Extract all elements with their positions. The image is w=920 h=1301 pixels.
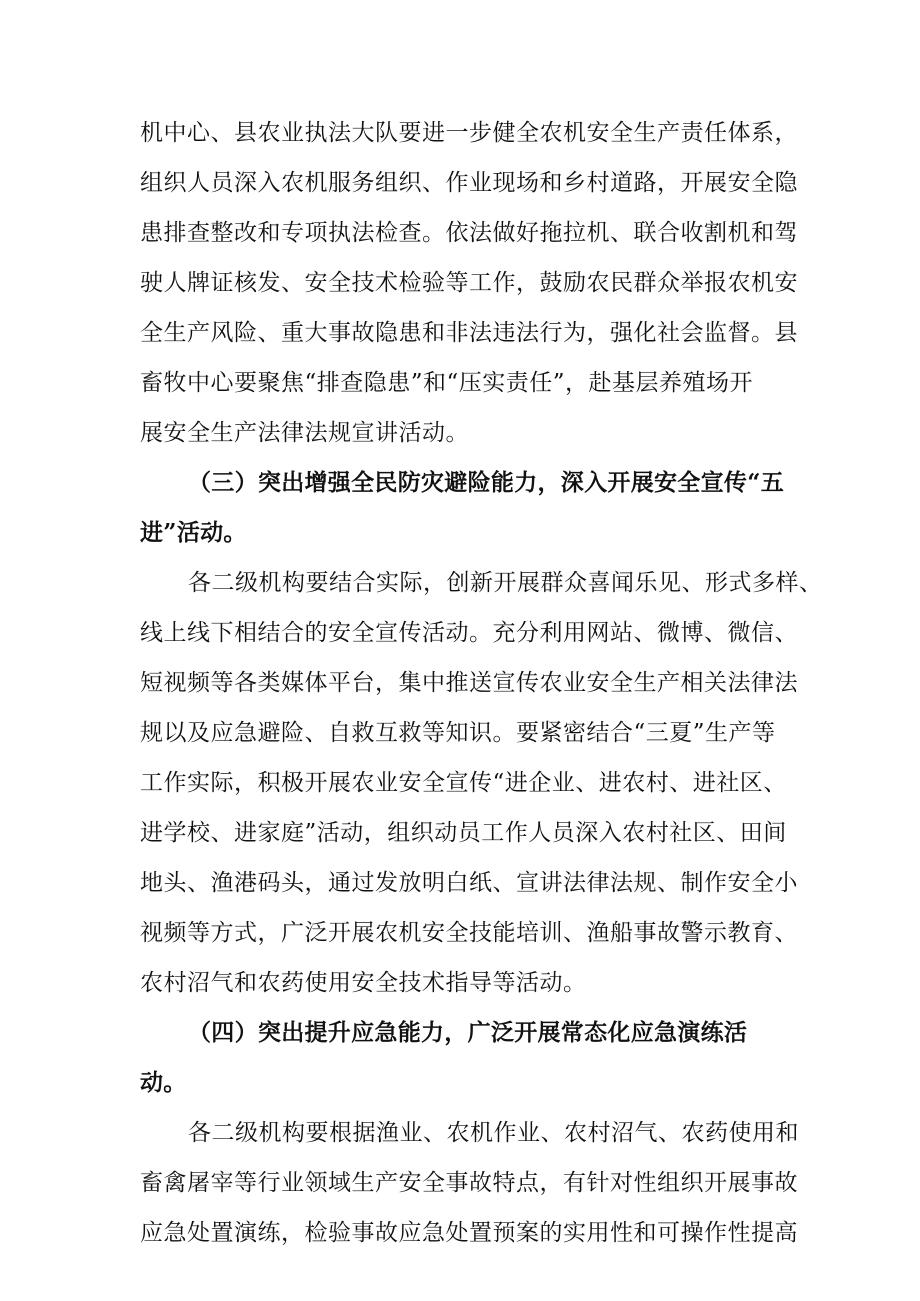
- body-text-line: 视频等方式，广泛开展农机安全技能培训、渔船事故警示教育、: [140, 920, 798, 946]
- body-text-line: 畜牧中心要聚焦“排查隐患”和“压实责任”，赴基层养殖场开: [140, 370, 754, 396]
- section-heading-three-cont: 进”活动。: [140, 519, 247, 546]
- body-text-line: 全生产风险、重大事故隐患和非法违法行为，强化社会监督。县: [140, 320, 798, 346]
- body-text-line: 驶人牌证核发、安全技术检验等工作，鼓励农民群众举报农机安: [140, 270, 798, 296]
- body-text-line: 各二级机构要根据渔业、农机作业、农村沼气、农药使用和: [188, 1120, 799, 1146]
- body-text-line: 地头、渔港码头，通过发放明白纸、宣讲法律法规、制作安全小: [140, 870, 798, 896]
- section-heading-three: （三）突出增强全民防灾避险能力，深入开展安全宣传“五: [188, 469, 785, 496]
- body-text-line: 展安全生产法律法规宣讲活动。: [140, 420, 469, 446]
- body-text-line: 规以及应急避险、自救互救等知识。要紧密结合“三夏”生产等: [140, 720, 776, 746]
- body-text-line: 畜禽屠宰等行业领域生产安全事故特点，有针对性组织开展事故: [140, 1170, 798, 1196]
- body-text-line: 机中心、县农业执法大队要进一步健全农机安全生产责任体系，: [140, 120, 798, 146]
- body-text-line: 应急处置演练，检验事故应急处置预案的实用性和可操作性提高: [140, 1220, 798, 1246]
- body-text-line: 工作实际，积极开展农业安全宣传“进企业、进农村、进社区、: [140, 770, 787, 796]
- body-text-line: 进学校、进家庭”活动，组织动员工作人员深入农村社区、田间: [140, 820, 787, 846]
- body-text-line: 组织人员深入农机服务组织、作业现场和乡村道路，开展安全隐: [140, 170, 798, 196]
- body-text-line: 患排查整改和专项执法检查。依法做好拖拉机、联合收割机和驾: [140, 220, 798, 246]
- body-text-line: 农村沼气和农药使用安全技术指导等活动。: [140, 970, 587, 996]
- section-heading-four-cont: 动。: [140, 1069, 187, 1096]
- body-text-line: 短视频等各类媒体平台，集中推送宣传农业安全生产相关法律法: [140, 670, 798, 696]
- body-text-line: 各二级机构要结合实际，创新开展群众喜闻乐见、形式多样、: [188, 570, 823, 596]
- section-heading-four: （四）突出提升应急能力，广泛开展常态化应急演练活: [188, 1019, 748, 1046]
- body-text-line: 线上线下相结合的安全宣传活动。充分利用网站、微博、微信、: [140, 620, 798, 646]
